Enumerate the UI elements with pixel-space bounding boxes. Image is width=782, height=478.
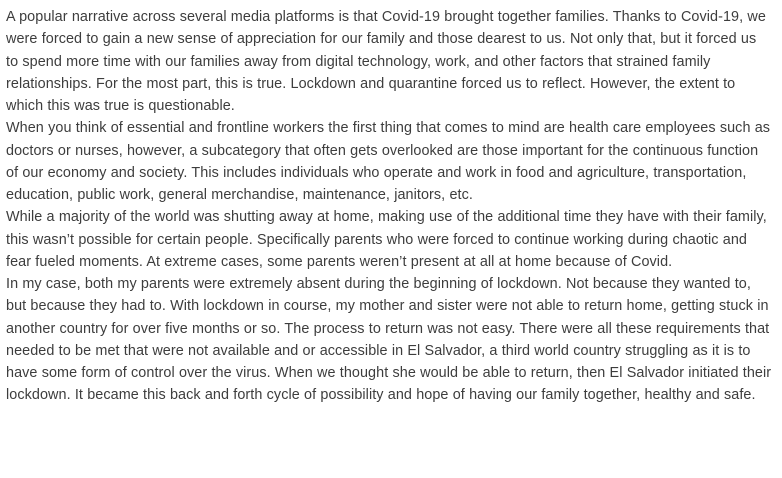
paragraph-2: When you think of essential and frontline workers the first thing that comes to mind are health care employees such as doctors or nurses, however, a subcategory that often gets overlooked are those important for the continuous function of our economy and society. This includes individuals who operate and work in food and agriculture, transportation, education, public work, general merchandise, maintenance, janitors, etc. bbox=[6, 120, 771, 203]
paragraph-3: While a majority of the world was shutting away at home, making use of the additional time they have with their family, this wasn’t possible for certain people. Specifically parents who were forced to continue working during chaotic and fear fueled moments. At extreme cases, some parents weren’t present at all at home because of Covid. bbox=[6, 209, 767, 270]
paragraph-4: In my case, both my parents were extremely absent during the beginning of lockdown. Not because they wanted to, but because they had to. With lockdown in course, my mother and sister were not able to return home, getting stuck in another country for over five months or so. The process to return was not easy. There were all these requirements that needed to be met that were not available and or accessible in El Salvador, a third world country struggling as it is to have some form of control over the virus. When we thought she would be able to return, then El Salvador initiated their lockdown. It became this back and forth cycle of possibility and hope of having our family together, healthy and safe. bbox=[6, 276, 772, 404]
paragraph-1: A popular narrative across several media platforms is that Covid-19 brought together families. Thanks to Covid-19, we were forced to gain a new sense of appreciation for our family and those dearest to us. Not only that, but it forced us to spend more time with our families away from digital technology, work, and other factors that strained family relationships. For the most part, this is true. Lockdown and quarantine forced us to reflect. However, the extent to which this was true is questionable. bbox=[6, 9, 766, 114]
